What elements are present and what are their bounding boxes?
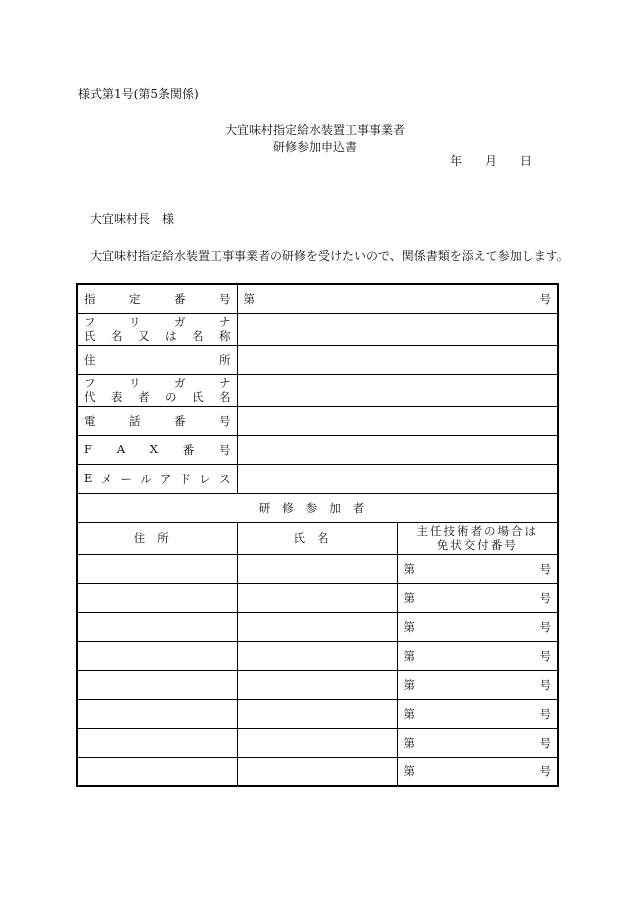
date-year-label: 年 bbox=[450, 154, 463, 168]
participants-section-title: 研修参加者 bbox=[258, 500, 377, 515]
furigana-label-2: フ リ ガ ナ bbox=[84, 376, 231, 390]
license-suffix: 号 bbox=[539, 590, 551, 605]
participant-row bbox=[77, 670, 558, 699]
participant-license-field[interactable] bbox=[397, 583, 558, 612]
license-prefix: 第 bbox=[403, 735, 415, 750]
participant-license-field[interactable] bbox=[397, 699, 558, 728]
participant-row bbox=[77, 728, 558, 757]
row-representative bbox=[77, 374, 558, 406]
name-field[interactable] bbox=[237, 313, 558, 345]
participant-name-field[interactable] bbox=[237, 728, 397, 757]
participant-row bbox=[77, 699, 558, 728]
participant-address-field[interactable] bbox=[77, 699, 237, 728]
col-header-name: 氏名 bbox=[293, 531, 341, 545]
participant-license-field[interactable] bbox=[397, 757, 558, 786]
col-header-name-cell bbox=[237, 522, 397, 554]
participant-license-field[interactable] bbox=[397, 670, 558, 699]
intro-text: 大宜味村指定給水装置工事事業者の研修を受けたいので、関係書類を添えて参加します。 bbox=[90, 249, 569, 263]
participant-rows bbox=[77, 554, 558, 786]
col-header-license-line1: 主任技術者の場合は bbox=[416, 524, 538, 538]
license-prefix: 第 bbox=[403, 706, 415, 721]
license-prefix: 第 bbox=[403, 590, 415, 605]
license-prefix: 第 bbox=[403, 561, 415, 576]
participant-license-field[interactable] bbox=[397, 554, 558, 583]
license-suffix: 号 bbox=[539, 677, 551, 692]
row-participants-title bbox=[77, 493, 558, 522]
participant-name-field[interactable] bbox=[237, 612, 397, 641]
application-form-table bbox=[76, 283, 559, 787]
address-label-cell bbox=[77, 345, 237, 374]
furigana-label-1: フ リ ガ ナ bbox=[84, 315, 231, 329]
date-month-label: 月 bbox=[485, 154, 498, 168]
document-title-line2: 研修参加申込書 bbox=[272, 140, 357, 154]
row-phone bbox=[77, 406, 558, 435]
row-address bbox=[77, 345, 558, 374]
representative-label-cell bbox=[77, 374, 237, 406]
addressee: 大宜味村長 様 bbox=[90, 212, 175, 226]
email-field[interactable] bbox=[237, 464, 558, 493]
email-label: E メ ー ル ア ド レ ス bbox=[84, 470, 231, 486]
row-name bbox=[77, 313, 558, 345]
representative-label: 代 表 者 の 氏 名 bbox=[84, 390, 231, 404]
license-prefix: 第 bbox=[403, 764, 415, 779]
participant-name-field[interactable] bbox=[237, 554, 397, 583]
address-label: 住 所 bbox=[84, 352, 231, 367]
participant-row bbox=[77, 641, 558, 670]
col-header-address: 住所 bbox=[133, 531, 181, 545]
row-designation bbox=[77, 284, 558, 313]
participant-address-field[interactable] bbox=[77, 641, 237, 670]
designation-suffix: 号 bbox=[539, 291, 551, 306]
license-suffix: 号 bbox=[539, 706, 551, 721]
col-header-license-cell bbox=[397, 522, 558, 554]
participant-row bbox=[77, 554, 558, 583]
phone-field[interactable] bbox=[237, 406, 558, 435]
license-prefix: 第 bbox=[403, 648, 415, 663]
license-suffix: 号 bbox=[539, 735, 551, 750]
participant-address-field[interactable] bbox=[77, 612, 237, 641]
name-label: 氏 名 又 は 名 称 bbox=[84, 329, 231, 343]
row-fax bbox=[77, 435, 558, 464]
participant-row bbox=[77, 583, 558, 612]
participant-row bbox=[77, 612, 558, 641]
participant-address-field[interactable] bbox=[77, 583, 237, 612]
participant-address-field[interactable] bbox=[77, 728, 237, 757]
document-title-line1: 大宜味村指定給水装置工事事業者 bbox=[224, 123, 405, 137]
participant-address-field[interactable] bbox=[77, 554, 237, 583]
participant-name-field[interactable] bbox=[237, 699, 397, 728]
license-suffix: 号 bbox=[539, 648, 551, 663]
designation-field[interactable] bbox=[237, 284, 558, 313]
fax-field[interactable] bbox=[237, 435, 558, 464]
phone-label-cell bbox=[77, 406, 237, 435]
form-number-label: 様式第1号(第5条関係) bbox=[78, 87, 199, 101]
date-day-label: 日 bbox=[520, 154, 533, 168]
address-field[interactable] bbox=[237, 345, 558, 374]
participant-address-field[interactable] bbox=[77, 757, 237, 786]
representative-field[interactable] bbox=[237, 374, 558, 406]
row-email bbox=[77, 464, 558, 493]
fax-label-cell bbox=[77, 435, 237, 464]
license-suffix: 号 bbox=[539, 764, 551, 779]
col-header-address-cell bbox=[77, 522, 237, 554]
designation-label-cell bbox=[77, 284, 237, 313]
row-participants-header bbox=[77, 522, 558, 554]
participant-license-field[interactable] bbox=[397, 728, 558, 757]
participant-name-field[interactable] bbox=[237, 757, 397, 786]
license-prefix: 第 bbox=[403, 619, 415, 634]
col-header-license-line2: 免状交付番号 bbox=[436, 538, 518, 552]
participant-name-field[interactable] bbox=[237, 583, 397, 612]
participant-name-field[interactable] bbox=[237, 670, 397, 699]
license-suffix: 号 bbox=[539, 561, 551, 576]
participants-section-title-cell bbox=[77, 493, 558, 522]
license-suffix: 号 bbox=[539, 619, 551, 634]
designation-label: 指 定 番 号 bbox=[84, 291, 231, 306]
license-prefix: 第 bbox=[403, 677, 415, 692]
designation-prefix: 第 bbox=[243, 291, 255, 306]
email-label-cell bbox=[77, 464, 237, 493]
participant-name-field[interactable] bbox=[237, 641, 397, 670]
participant-address-field[interactable] bbox=[77, 670, 237, 699]
participant-license-field[interactable] bbox=[397, 641, 558, 670]
phone-label: 電 話 番 号 bbox=[84, 413, 231, 428]
participant-license-field[interactable] bbox=[397, 612, 558, 641]
participant-row bbox=[77, 757, 558, 786]
name-label-cell bbox=[77, 313, 237, 345]
fax-label: F A X 番 号 bbox=[84, 441, 231, 457]
